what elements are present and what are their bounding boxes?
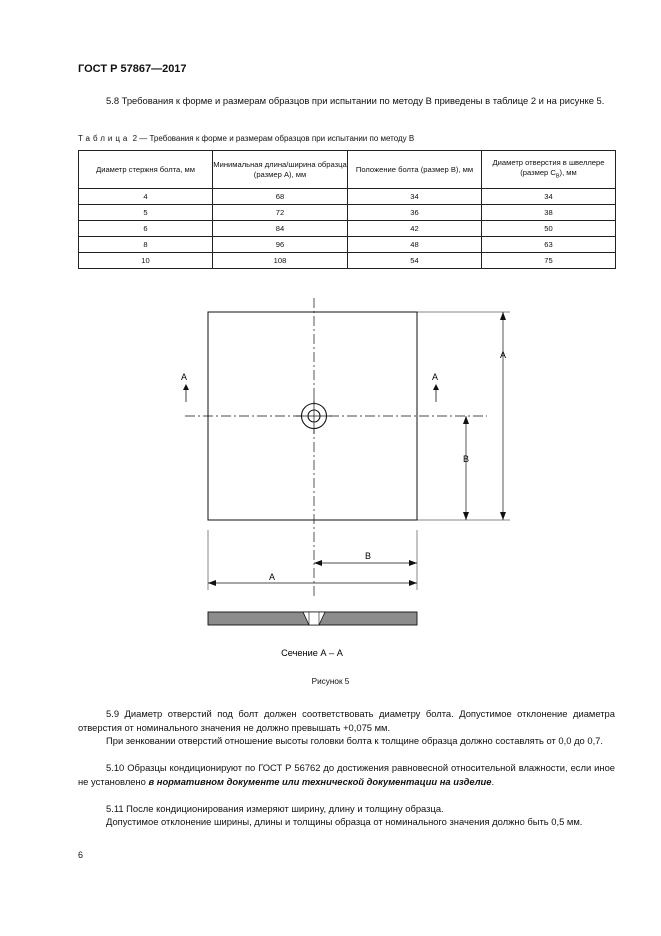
dimension-label-a-vertical: А: [499, 350, 507, 360]
header-min-length: Минимальная длина/ширина образца (размер А), мм: [213, 151, 348, 189]
paragraph-5-11: 5.11 После кондиционирования измеряют ширину, длину и толщину образца.: [106, 803, 444, 814]
paragraph-5-10: 5.10 Образцы кондиционируют по ГОСТ Р 56762 до достижения равновесной относительной влажности, если иное не установлено в нормативном документе или технической документации на изделие.: [78, 762, 615, 787]
table-row: 10 108 54 75: [79, 253, 616, 269]
header-hole-diameter: Диаметр отверстия в швеллере (размер $C_B$), мм: [482, 151, 616, 189]
specimen-dimensions-table: [78, 150, 616, 269]
document-header: ГОСТ Р 57867—2017: [78, 63, 187, 75]
paragraph-5-11-tolerance: Допустимое отклонение ширины, длины и толщины образца от номинального значения должно быть 0,5 мм.: [106, 816, 583, 827]
paragraph-5-9-countersink: При зенковании отверстий отношение высоты головки болта к толщине образца должно составлять от 0,0 до 0,7.: [106, 735, 603, 746]
section-label-right: А: [431, 372, 439, 382]
table-row: 8 96 48 63: [79, 237, 616, 253]
section-caption: Сечение А – А: [281, 648, 343, 658]
dimension-label-b-vertical: В: [462, 454, 470, 464]
table-caption-text: 2 — Требования к форме и размерам образцов при испытании по методу В: [130, 134, 415, 143]
table-header-row: [79, 151, 616, 189]
header-bolt-diameter: Диаметр стержня болта, мм: [79, 151, 213, 189]
dimension-label-a-horizontal: А: [268, 572, 276, 582]
page-number: 6: [78, 850, 84, 860]
specimen-drawing: [0, 290, 661, 675]
dimension-label-b-horizontal: В: [364, 551, 372, 561]
table-caption: [78, 134, 414, 143]
paragraph-5-9: 5.9 Диаметр отверстий под болт должен соответствовать диаметру болта. Допустимое отклонение диаметра отверстия от номинального значения не должно превышать +0,075 мм.: [78, 708, 615, 733]
table-row: 4 68 34 34: [79, 189, 616, 205]
section-arrow-left: [183, 384, 189, 390]
section-arrow-right: [433, 384, 439, 390]
table-row: 6 84 42 50: [79, 221, 616, 237]
section-label-left: А: [180, 372, 188, 382]
header-bolt-position: Положение болта (размер В), мм: [348, 151, 482, 189]
figure-caption: Рисунок 5: [311, 677, 350, 686]
emphasized-reference: в нормативном документе или технической документации на изделие: [148, 775, 492, 787]
table-row: 5 72 36 38: [79, 205, 616, 221]
paragraph-5-8: 5.8 Требования к форме и размерам образцов при испытании по методу В приведены в таблице 2 и на рисунке 5.: [106, 95, 605, 106]
table-caption-label: Таблица: [78, 134, 131, 143]
